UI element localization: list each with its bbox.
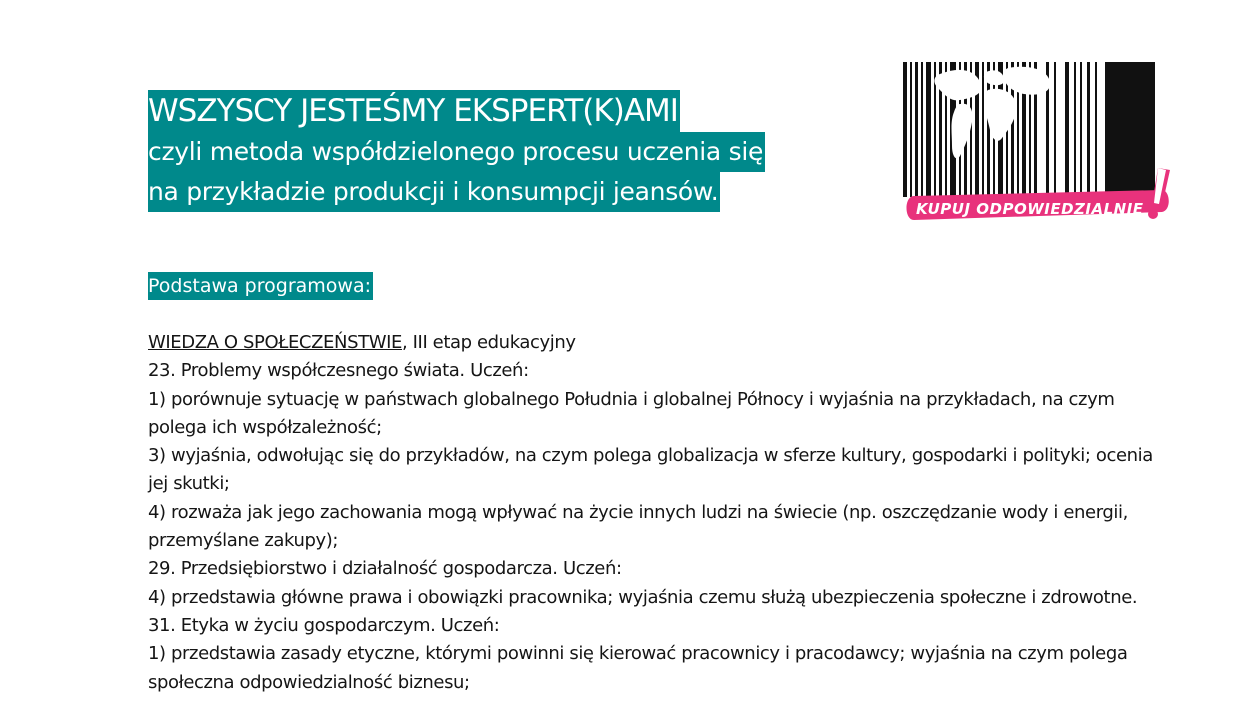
- subtitle-line-1: czyli metoda współdzielonego procesu uczenia się: [148, 132, 765, 172]
- content-item: 23. Problemy współczesnego świata. Uczeń:: [148, 360, 529, 382]
- content-item: 1) przedstawia zasady etyczne, którymi powinni się kierować pracownicy i pracodawcy; wyjaśnia na czym polega społeczna odpowiedzialność biznesu;: [148, 643, 1128, 693]
- content-item: 29. Przedsiębiorstwo i działalność gospodarcza. Uczeń:: [148, 558, 622, 580]
- content-item: 3) wyjaśnia, odwołując się do przykładów, na czym polega globalizacja w sferze kultury, gospodarki i polityki; ocenia jej skutki;: [148, 445, 1153, 495]
- content-item: 4) rozważa jak jego zachowania mogą wpływać na życie innych ludzi na świecie (np. oszczędzanie wody i energii, przemyślane zakupy);: [148, 501, 1128, 552]
- subject-line: [148, 329, 1178, 357]
- title-block: [148, 90, 848, 212]
- content-item: 31. Etyka w życiu gospodarczym. Uczeń:: [148, 614, 500, 636]
- subject-name: WIEDZA O SPOŁECZEŃSTWIE: [148, 332, 402, 353]
- subtitle-line-2: na przykładzie produkcji i konsumpcji jeansów.: [148, 172, 720, 212]
- content-item: 1) porównuje sytuację w państwach globalnego Południa i globalnej Północy i wyjaśnia na przykładach, na czym polega ich współzależność;: [148, 388, 1115, 438]
- section-label-text: Podstawa programowa:: [148, 272, 373, 300]
- page-title: WSZYSCY JESTEŚMY EKSPERT(K)AMI: [148, 90, 680, 132]
- logo-text: KUPUJ ODPOWIEDZIALNIE: [916, 200, 1144, 218]
- curriculum-content: [148, 329, 1178, 697]
- subtitle: [148, 132, 848, 212]
- section-label: [148, 272, 373, 300]
- kupuj-odpowiedzialnie-logo: [900, 60, 1175, 235]
- content-item: 4) przedstawia główne prawa i obowiązki pracownika; wyjaśnia czemu służą ubezpieczenia społeczne i zdrowotne.: [148, 586, 1138, 608]
- subject-suffix: , III etap edukacyjny: [401, 332, 576, 353]
